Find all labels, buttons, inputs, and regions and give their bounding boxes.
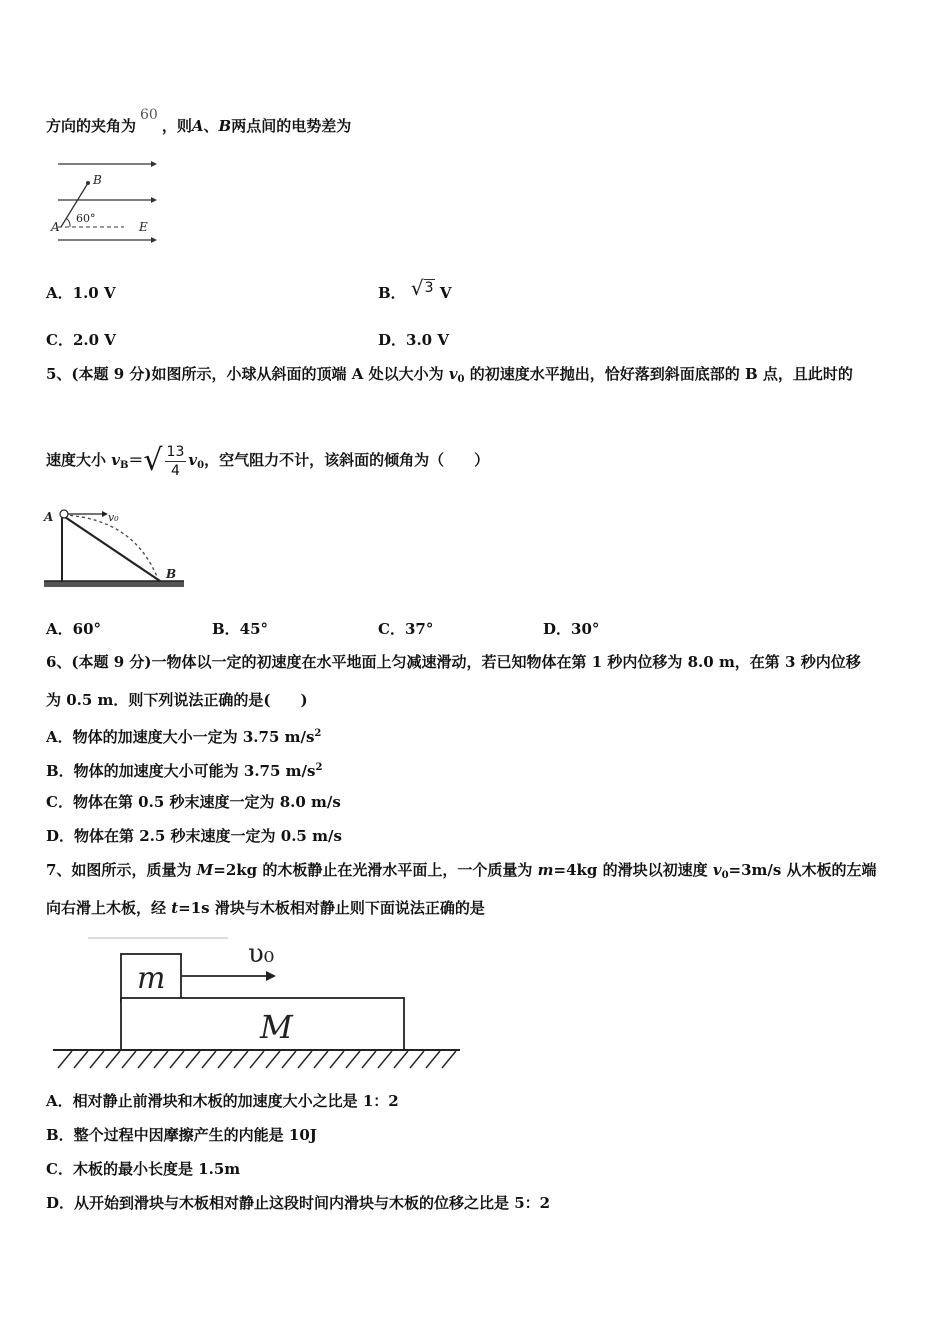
q5-fig-label-v0: v₀ [108, 511, 119, 524]
sqrt-symbol: √ [143, 443, 163, 478]
q7-line2-text-b: =1s 滑块与木板相对静止则下面说法正确的是 [178, 899, 485, 917]
q7-option-a[interactable]: A．相对静止前滑块和木板的加速度大小之比是 1：2 [46, 1092, 399, 1110]
q6-stem-line1: 6、(本题 9 分)一物体以一定的初速度在水平地面上匀减速滑动，若已知物体在第 1 秒内位移为 8.0 m，在第 3 秒内位移 [46, 653, 861, 671]
q7-v0-subscript: 0 [721, 870, 729, 881]
q5-fig-label-b: B [166, 567, 177, 581]
q4-separator: 、 [203, 117, 219, 135]
q5-line1-text-b: 的初速度水平抛出，恰好落到斜面底部的 B 点，且此时的 [464, 365, 853, 383]
q4-stem [46, 107, 352, 137]
q4-fig-label-a: A [51, 220, 60, 234]
q5-option-b[interactable]: B．45° [212, 620, 269, 638]
q4-option-b-unit: V [439, 284, 452, 302]
q5-v-symbol-2: v [188, 451, 198, 469]
q4-point-a: A [191, 117, 204, 135]
q7-stem-line2 [46, 898, 485, 918]
q7-option-b[interactable]: B．整个过程中因摩擦产生的内能是 10J [46, 1126, 317, 1144]
q7-M-symbol: M [196, 861, 214, 879]
q6-option-b-text: B．物体的加速度大小可能为 3.75 m/s [46, 762, 316, 780]
q7-m-symbol: m [537, 861, 554, 879]
q7-stem-line1 [46, 860, 877, 886]
q7-option-d[interactable]: D．从开始到滑块与木板相对静止这段时间内滑块与木板的位移之比是 5：2 [46, 1194, 551, 1212]
q5-incline-figure [42, 505, 188, 597]
q4-option-c[interactable]: C．2.0 V [46, 331, 116, 349]
q5-line2-text-a: 速度大小 [46, 451, 112, 469]
q6-option-b-superscript: 2 [315, 762, 323, 773]
q6-option-a[interactable] [46, 724, 321, 747]
q4-option-b[interactable] [378, 276, 452, 304]
q7-fig-label-v0: υ₀ [248, 939, 275, 969]
q5-option-d[interactable]: D．30° [543, 620, 600, 638]
q7-line1-text-c: =4kg 的滑块以初速度 [553, 861, 713, 879]
q5-option-c[interactable]: C．37° [378, 620, 434, 638]
q4-field-figure [46, 155, 166, 250]
q7-v-symbol: v [712, 861, 722, 879]
q5-line2-text-b: ，空气阻力不计，该斜面的倾角为（ ） [204, 451, 490, 469]
q4-stem-text-c: 两点间的电势差为 [231, 117, 352, 135]
q7-fig-label-M: M [260, 1008, 293, 1046]
q5-fraction-numerator: 13 [166, 443, 185, 460]
q7-line2-text-a: 向右滑上木板，经 [46, 899, 172, 917]
q4-angle-value: 60 [140, 107, 158, 123]
q4-stem-text-a: 方向的夹角为 [46, 117, 137, 135]
q6-option-a-superscript: 2 [314, 728, 322, 739]
q5-vb-subscript: B [119, 460, 129, 471]
q5-v0-subscript-2: 0 [197, 460, 205, 471]
q4-option-b-radicand: 3 [424, 280, 434, 296]
q5-line1-text-a: 5、(本题 9 分)如图所示，小球从斜面的顶端 A 处以大小为 [46, 365, 449, 383]
q7-fig-label-m: m [137, 961, 166, 996]
q7-line1-text-d: =3m/s 从木板的左端 [728, 861, 877, 879]
q7-t-symbol: t [171, 899, 179, 917]
q4-option-d[interactable]: D．3.0 V [378, 331, 449, 349]
q5-equals: ＝ [128, 451, 144, 469]
q6-option-a-text: A．物体的加速度大小一定为 3.75 m/s [46, 728, 315, 746]
q5-vb-symbol: v [111, 451, 120, 469]
q7-line1-text-a: 7、如图所示，质量为 [46, 861, 197, 879]
q5-fraction-denominator: 4 [171, 462, 180, 479]
sqrt-symbol: √ [410, 276, 424, 300]
q5-stem-line2 [46, 440, 489, 486]
q4-point-b: B [218, 117, 232, 135]
q6-stem-line2: 为 0.5 m．则下列说法正确的是( ) [46, 691, 308, 709]
q7-option-c[interactable]: C．木板的最小长度是 1.5m [46, 1160, 241, 1178]
q6-option-b[interactable] [46, 758, 322, 781]
q4-option-b-prefix: B． [378, 284, 406, 302]
q4-fig-label-angle: 60° [76, 212, 96, 225]
q4-option-a[interactable]: A．1.0 V [46, 284, 116, 302]
q5-stem-line1 [46, 364, 853, 390]
q4-stem-text-b: ，则 [161, 117, 192, 135]
q4-fig-label-e: E [139, 220, 148, 234]
q5-v0-subscript: 0 [457, 374, 465, 385]
q6-option-c[interactable]: C．物体在第 0.5 秒末速度一定为 8.0 m/s [46, 793, 341, 811]
q6-option-d[interactable]: D．物体在第 2.5 秒末速度一定为 0.5 m/s [46, 827, 342, 845]
q5-option-a[interactable]: A．60° [46, 620, 102, 638]
q5-fig-label-a: A [44, 510, 54, 524]
q7-block-figure [48, 932, 468, 1080]
q7-line1-text-b: =2kg 的木板静止在光滑水平面上，一个质量为 [213, 861, 538, 879]
q5-v-symbol: v [448, 365, 458, 383]
q4-fig-label-b: B [93, 173, 102, 187]
